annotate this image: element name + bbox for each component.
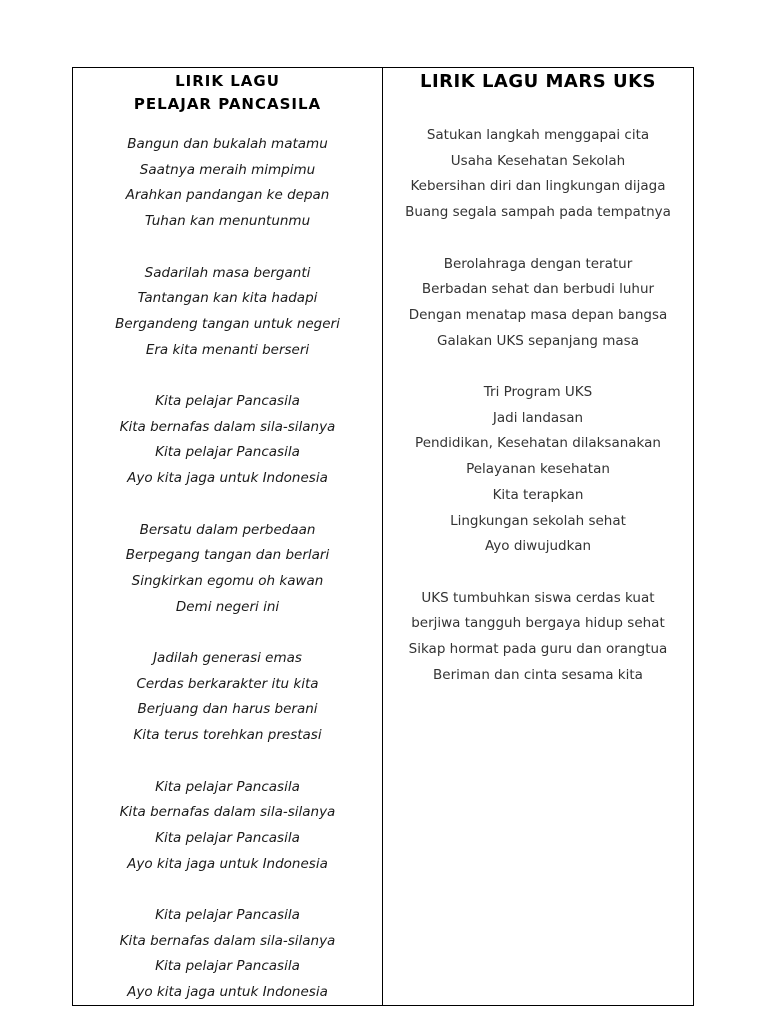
lyric-line: berjiwa tangguh bergaya hidup sehat bbox=[411, 615, 665, 632]
lyric-line: Berjuang dan harus berani bbox=[137, 701, 318, 718]
stanza bbox=[73, 389, 382, 492]
lyric-line: Sadarilah masa berganti bbox=[144, 264, 311, 281]
lyric-line: Kita terapkan bbox=[492, 486, 584, 503]
lyric-line: Kita terus torehkan prestasi bbox=[133, 727, 322, 744]
lyric-line: Usaha Kesehatan Sekolah bbox=[450, 152, 626, 169]
stanza bbox=[73, 646, 382, 749]
lyric-line: Jadi landasan bbox=[492, 409, 584, 426]
title-line-1: LIRIK LAGU bbox=[175, 72, 280, 90]
lyric-line: Kita bernafas dalam sila-silanya bbox=[119, 804, 336, 821]
pelajar-pancasila-lyrics bbox=[73, 132, 382, 1032]
pelajar-pancasila-title bbox=[73, 70, 382, 116]
lyric-line: Singkirkan egomu oh kawan bbox=[131, 572, 324, 589]
lyric-line: Buang segala sampah pada tempatnya bbox=[405, 204, 671, 221]
lyric-line: Tri Program UKS bbox=[483, 384, 593, 400]
lyric-line: Kita pelajar Pancasila bbox=[155, 958, 300, 975]
lyric-line: Tuhan kan menuntunmu bbox=[144, 213, 311, 230]
pelajar-pancasila-column bbox=[73, 68, 383, 1005]
lyric-line: Bersatu dalam perbedaan bbox=[139, 521, 316, 538]
lyric-line: Ayo kita jaga untuk Indonesia bbox=[127, 470, 328, 487]
stanza bbox=[73, 903, 382, 1006]
stanza bbox=[73, 518, 382, 621]
lyric-line: Beriman dan cinta sesama kita bbox=[433, 666, 643, 683]
lyric-line: Bergandeng tangan untuk negeri bbox=[115, 315, 340, 332]
stanza bbox=[383, 252, 693, 355]
lyric-line: Cerdas berkarakter itu kita bbox=[136, 675, 319, 692]
lyric-line: Era kita menanti berseri bbox=[145, 341, 310, 358]
lyrics-table bbox=[72, 67, 694, 1006]
lyric-line: Galakan UKS sepanjang masa bbox=[437, 332, 639, 349]
stanza bbox=[73, 775, 382, 878]
lyric-line: Kebersihan diri dan lingkungan dijaga bbox=[410, 178, 666, 195]
lyric-line: Kita pelajar Pancasila bbox=[155, 393, 300, 409]
lyric-line: Pendidikan, Kesehatan dilaksanakan bbox=[415, 435, 661, 452]
lyric-line: Pelayanan kesehatan bbox=[466, 461, 610, 478]
lyric-line: Ayo kita jaga untuk Indonesia bbox=[127, 984, 328, 1001]
lyric-line: Sikap hormat pada guru dan orangtua bbox=[408, 641, 668, 658]
lyric-line: Bangun dan bukalah matamu bbox=[127, 136, 328, 152]
lyric-line: Kita bernafas dalam sila-silanya bbox=[119, 932, 336, 949]
lyric-line: Satukan langkah menggapai cita bbox=[426, 127, 650, 143]
stanza bbox=[73, 261, 382, 364]
lyric-line: Lingkungan sekolah sehat bbox=[450, 512, 626, 529]
lyric-line: Kita pelajar Pancasila bbox=[155, 444, 300, 461]
mars-uks-lyrics bbox=[383, 123, 693, 714]
lyric-line: Demi negeri ini bbox=[175, 598, 280, 615]
lyric-line: Kita bernafas dalam sila-silanya bbox=[119, 418, 336, 435]
lyric-line: Berolahraga dengan teratur bbox=[443, 255, 633, 272]
mars-uks-title: LIRIK LAGU MARS UKS bbox=[420, 71, 656, 92]
lyric-line: Kita pelajar Pancasila bbox=[155, 829, 300, 846]
stanza bbox=[383, 586, 693, 689]
title-line-2: PELAJAR PANCASILA bbox=[133, 95, 322, 113]
lyric-line: Tantangan kan kita hadapi bbox=[137, 290, 318, 307]
lyric-line: Dengan menatap masa depan bangsa bbox=[408, 306, 668, 323]
lyric-line: Ayo diwujudkan bbox=[484, 538, 592, 555]
lyric-line: Kita pelajar Pancasila bbox=[155, 907, 300, 923]
lyric-line: Jadilah generasi emas bbox=[153, 650, 302, 666]
lyric-line: UKS tumbuhkan siswa cerdas kuat bbox=[421, 589, 655, 606]
lyric-line: Berpegang tangan dan berlari bbox=[125, 547, 330, 564]
lyric-line: Kita pelajar Pancasila bbox=[155, 778, 300, 795]
stanza bbox=[383, 380, 693, 560]
lyric-line: Ayo kita jaga untuk Indonesia bbox=[127, 855, 328, 872]
mars-uks-column bbox=[383, 68, 693, 1005]
lyric-line: Saatnya meraih mimpimu bbox=[139, 161, 316, 178]
stanza bbox=[383, 123, 693, 226]
lyric-line: Berbadan sehat dan berbudi luhur bbox=[421, 281, 655, 298]
lyric-line: Arahkan pandangan ke depan bbox=[125, 187, 330, 204]
stanza bbox=[73, 132, 382, 235]
